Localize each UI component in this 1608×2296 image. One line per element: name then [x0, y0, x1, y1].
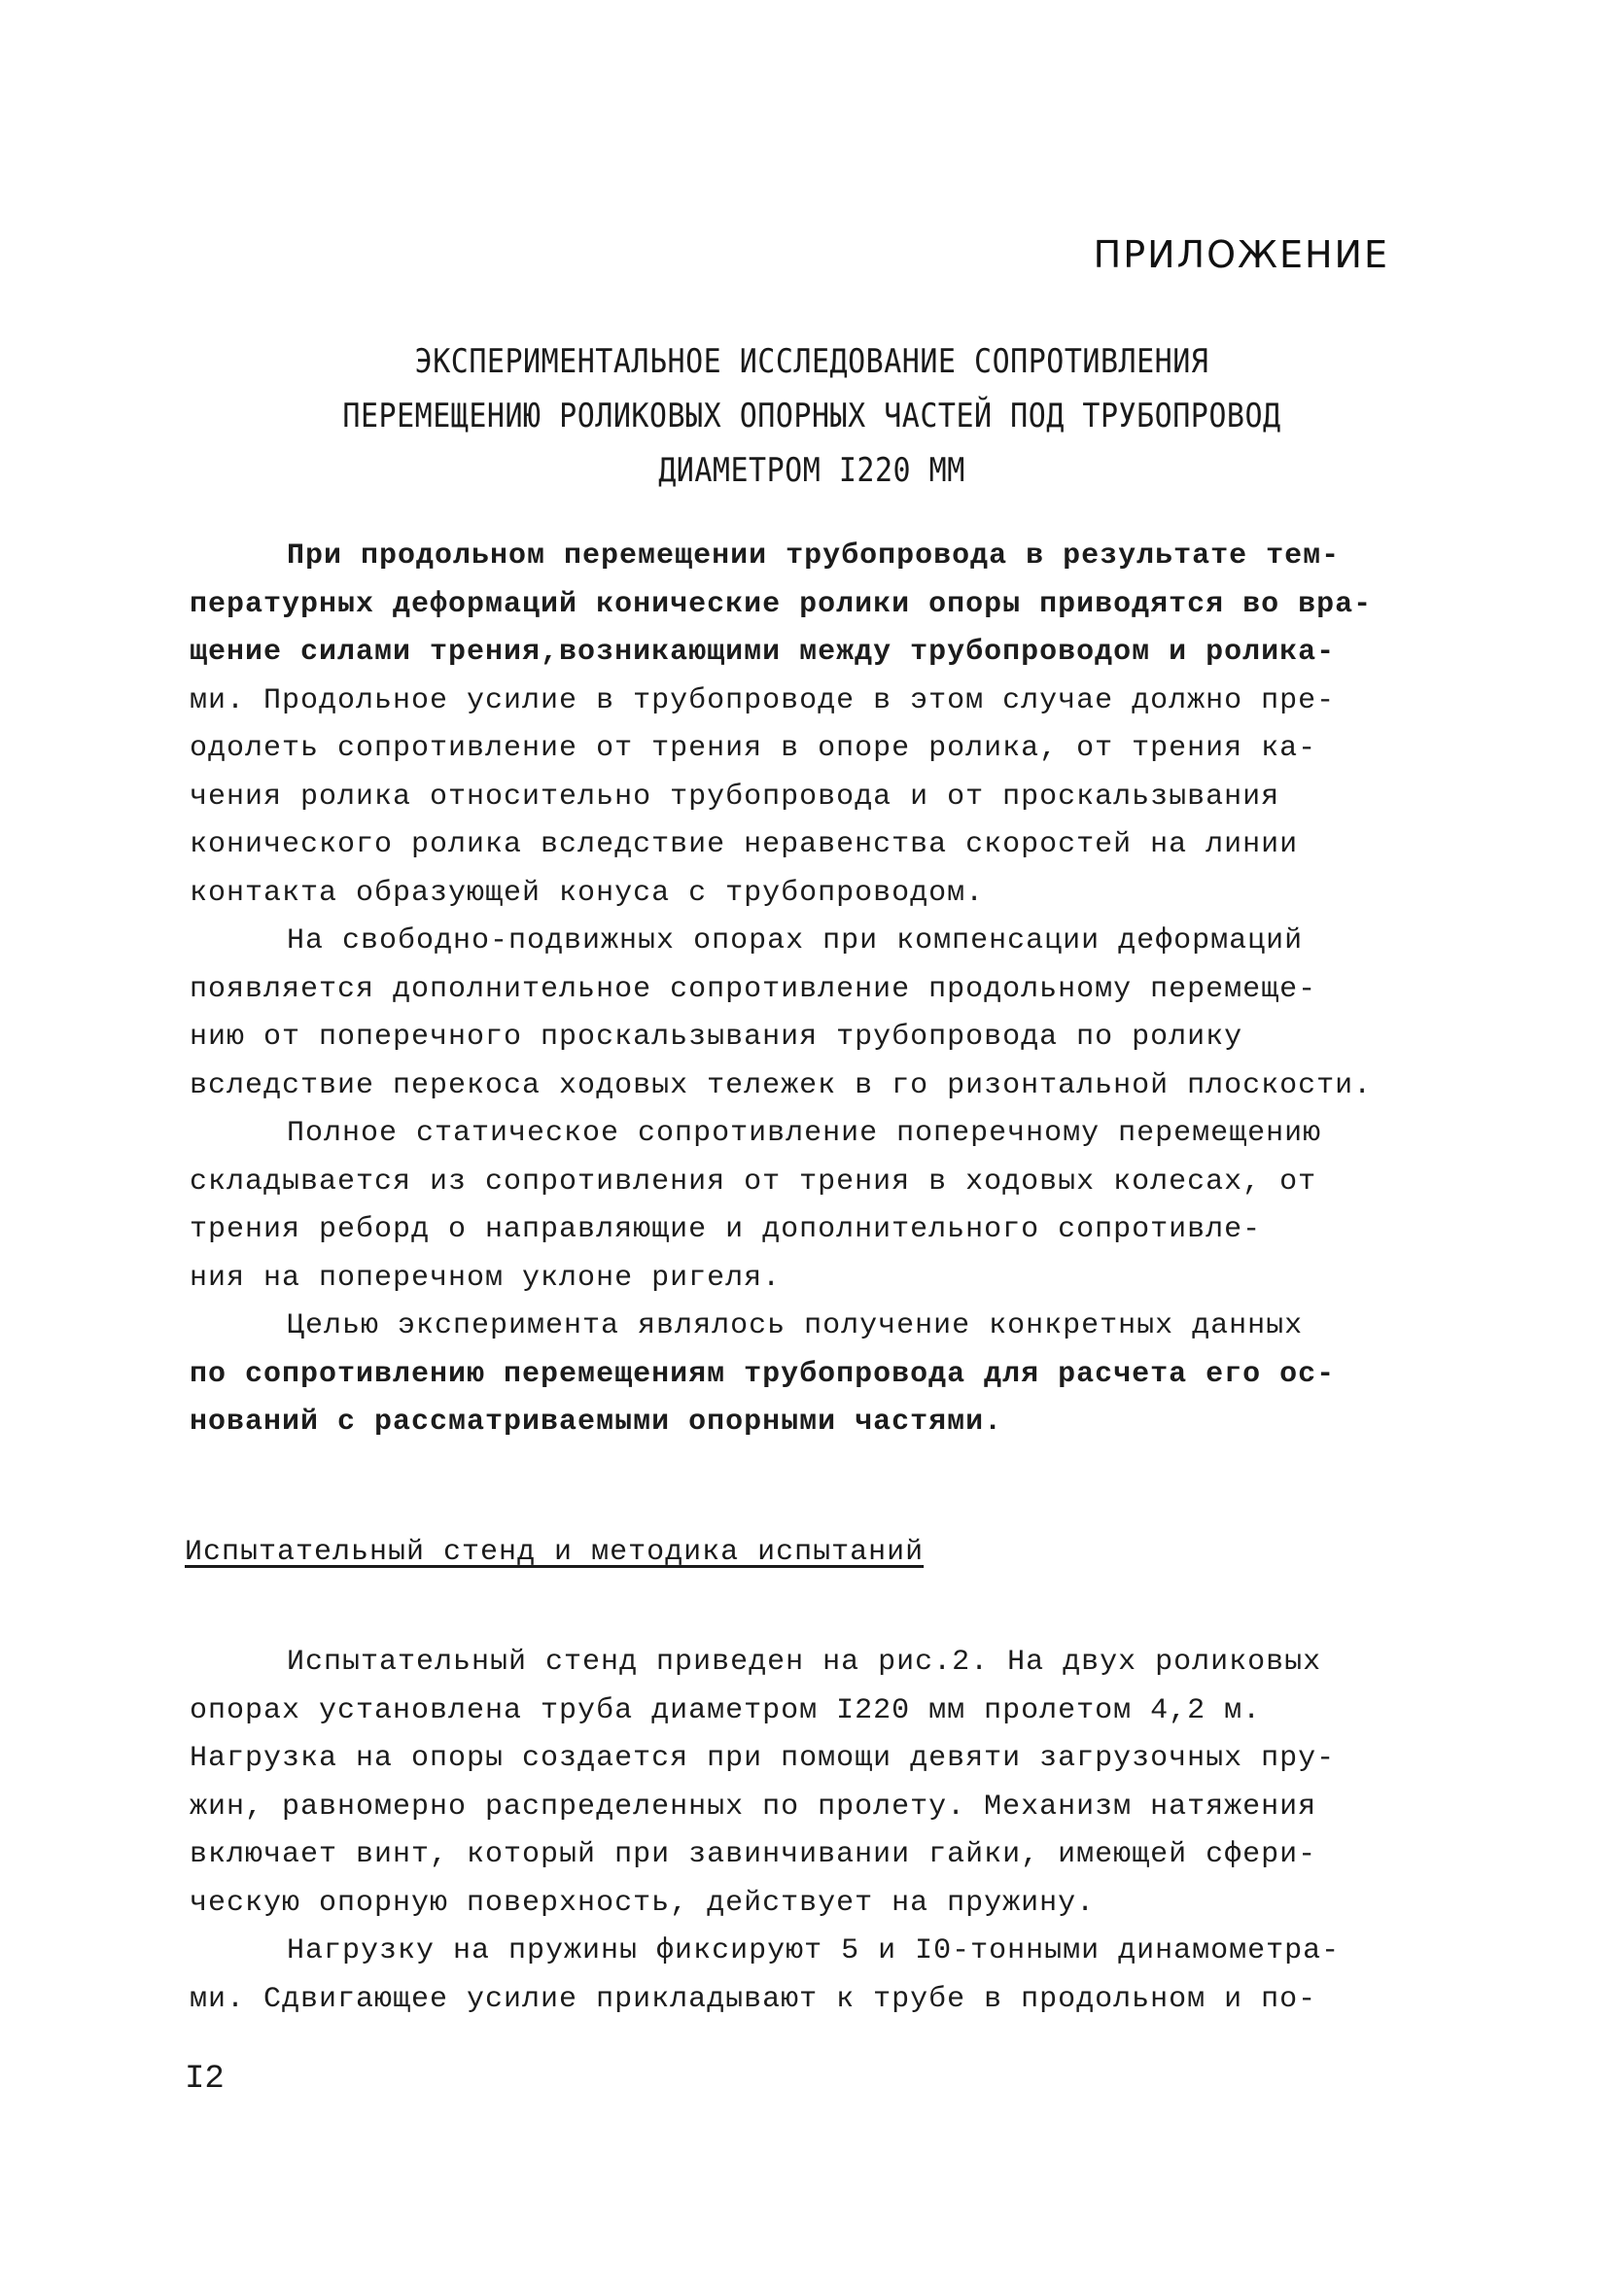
- page-number: I2: [185, 2061, 225, 2098]
- text-line: ми. Продольное усилие в трубопроводе в этом случае должно пре-: [190, 683, 1336, 717]
- text-line: вследствие перекоса ходовых тележек в го ризонтальной плоскости.: [190, 1068, 1373, 1102]
- text-line: появляется дополнительное сопротивление продольному перемеще-: [190, 972, 1317, 1006]
- title-line: ЭКСПЕРИМЕНТАЛЬНОЕ ИССЛЕДОВАНИЕ СОПРОТИВЛЕНИЯ: [414, 342, 1209, 382]
- text-line: Целью эксперимента являлось получение конкретных данных: [287, 1309, 1304, 1342]
- text-line: одолеть сопротивление от трения в опоре ролика, от трения ка-: [190, 732, 1317, 765]
- title-line: ПЕРЕМЕЩЕНИЮ РОЛИКОВЫХ ОПОРНЫХ ЧАСТЕЙ ПОД ТРУБОПРОВОД: [342, 397, 1281, 436]
- document-title: [185, 335, 1439, 499]
- text-line: конического ролика вследствие неравенства скоростей на линии: [190, 828, 1299, 861]
- text-line: нию от поперечного проскальзывания трубопровода по ролику: [190, 1021, 1243, 1054]
- text-line: На свободно-подвижных опорах при компенсации деформаций: [287, 924, 1304, 957]
- intro-text: [190, 533, 1483, 1447]
- text-line: Полное статическое сопротивление поперечному перемещению: [287, 1117, 1322, 1150]
- text-line: складывается из сопротивления от трения в ходовых колесах, от: [190, 1165, 1317, 1199]
- text-line: нований с рассматриваемыми опорными частями.: [190, 1406, 1003, 1439]
- text-line: щение силами трения,возникающими между трубопроводом и ролика-: [190, 636, 1336, 669]
- text-line: При продольном перемещении трубопровода в результате тем-: [287, 539, 1341, 573]
- text-line: ческую опорную поверхность, действует на пружину.: [190, 1886, 1096, 1920]
- text-line: Нагрузка на опоры создается при помощи девяти загрузочных пру-: [190, 1742, 1336, 1775]
- title-line: ДИАМЕТРОМ I220 ММ: [658, 451, 965, 491]
- appendix-label: ПРИЛОЖЕНИЕ: [1093, 233, 1389, 276]
- text-line: ния на поперечном уклоне ригеля.: [190, 1261, 782, 1295]
- text-line: пературных деформаций конические ролики опоры приводятся во вра-: [190, 587, 1373, 621]
- text-line: чения ролика относительно трубопровода и от проскальзывания: [190, 780, 1280, 814]
- text-line: ми. Сдвигающее усилие прикладывают к трубе в продольном и по-: [190, 1982, 1317, 2016]
- text-line: жин, равномерно распределенных по пролету. Механизм натяжения: [190, 1790, 1317, 1824]
- text-line: Нагрузку на пружины фиксируют 5 и I0-тонными динамометра-: [287, 1934, 1341, 1967]
- section-text: [190, 1639, 1483, 2024]
- text-line: трения реборд о направляющие и дополнительного сопротивле-: [190, 1213, 1262, 1246]
- text-line: контакта образующей конуса с трубопроводом.: [190, 876, 985, 910]
- section-heading: Испытательный стенд и методика испытаний: [185, 1536, 925, 1569]
- text-line: Испытательный стенд приведен на рис.2. На двух роликовых: [287, 1646, 1322, 1679]
- text-line: включает винт, который при завинчивании гайки, имеющей сфери-: [190, 1838, 1317, 1871]
- text-line: опорах установлена труба диаметром I220 мм пролетом 4,2 м.: [190, 1693, 1262, 1727]
- text-line: по сопротивлению перемещениям трубопровода для расчета его ос-: [190, 1357, 1336, 1391]
